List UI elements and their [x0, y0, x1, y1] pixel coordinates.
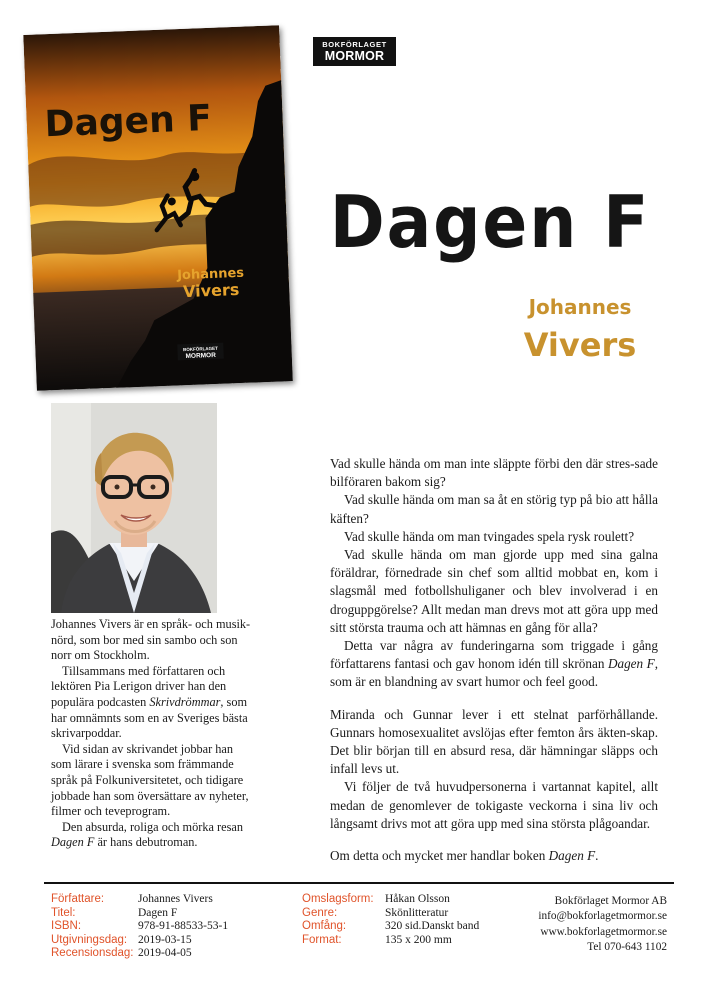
bio-p2-text: Tillsammans med författaren och lektören Pia Lerigon driver han den populära podcasten: [51, 663, 227, 709]
label-author: Författare:: [51, 893, 105, 905]
publisher-phone: Tel 070-643 1102: [587, 940, 667, 953]
desc-paragraph-7: Vi följer de två huvudpersonerna i vartannat kapitel, allt medan de genomlever de tokigaste veckorna i sina liv och långsamt drivs mot att göra upp med sina största plågoandar.: [330, 779, 658, 831]
bio-paragraph-2: [51, 664, 251, 742]
bio-paragraph-1: Johannes Vivers är en språk- och musik-nörd, som bor med sin sambo och son norr om Stockholm.: [51, 617, 251, 663]
value-isbn: 978-91-88533-53-1: [138, 920, 229, 933]
desc-paragraph-4: Vad skulle hända om man gjorde upp med sina galna föräldrar, förnedrade sin chef som alltid mobbat en, kom i slagsmål med fotbollshuliganer och blev involverad i en droguppgörelse? Allt medan man drevs mot att göra upp med sitt största trauma och att hämnas en gång för alla?: [330, 547, 658, 635]
value-format: 135 x 200 mm: [385, 933, 452, 946]
desc-paragraph-2: Vad skulle hända om man sa åt en störig typ på bio att hålla käften?: [330, 492, 658, 526]
label-cover-design: Omslagsform:: [302, 893, 374, 905]
cover-title: Dagen F: [43, 97, 213, 146]
bio-p2-text-end: , som har omnämnts som en av Sveriges bästa skrivarpoddar.: [51, 694, 248, 741]
publisher-contact: [520, 894, 667, 955]
desc-p5-text-end: , som är en blandning av svart humor och feel good.: [330, 656, 658, 690]
desc-p5-text: Detta var några av funderingarna som triggade i gång författarens fantasi och gav honom idén till skrönan: [330, 638, 658, 672]
value-review-date: 2019-04-05: [138, 947, 192, 960]
publisher-email[interactable]: info@bokforlagetmormor.se: [538, 910, 667, 923]
footer-col2-labels: [302, 893, 374, 947]
value-genre: Skönlitteratur: [385, 906, 449, 919]
podcast-name: Skrivdrömmar: [149, 694, 221, 709]
label-title: Titel:: [51, 906, 76, 919]
book-title-inline: Dagen F: [548, 848, 596, 864]
label-extent: Omfång:: [302, 920, 347, 933]
label-genre: Genre:: [302, 906, 338, 919]
desc-p8-text-end: .: [595, 848, 599, 864]
desc-paragraph-5: [330, 637, 658, 692]
value-title: Dagen F: [138, 906, 178, 919]
author-last-name: Vivers: [523, 326, 637, 364]
book-title-inline: Dagen F: [607, 656, 655, 672]
value-cover-design: Håkan Olsson: [385, 893, 450, 905]
bio-p4-text: Den absurda, roliga och mörka resan: [62, 819, 243, 834]
footer-col1-labels: [51, 893, 133, 961]
value-author: Johannes Vivers: [138, 893, 213, 905]
publisher-logo-line1: BOKFÖRLAGET: [322, 40, 387, 49]
cover-logo-line1: BOKFÖRLAGET: [182, 345, 218, 353]
bio-paragraph-4: [51, 820, 251, 851]
desc-paragraph-1: Vad skulle hända om man inte släppte förbi den där stres-sade bilföraren bakom sig?: [330, 456, 658, 490]
footer-col2-values: [385, 893, 479, 947]
publisher-website[interactable]: www.bokforlagetmormor.se: [540, 925, 667, 938]
cover-artwork: [23, 25, 292, 391]
bio-paragraph-3: Vid sidan av skrivandet jobbar han som lärare i svenska som främmande språk på Folkuniversitetet, och tidigare jobbade han som översättare av nyheter, filmer och teveprogram.: [51, 741, 249, 819]
value-release-date: 2019-03-15: [138, 933, 192, 946]
desc-paragraph-8: [330, 847, 658, 865]
desc-paragraph-3: Vad skulle hända om man tvingades spela rysk roulett?: [344, 528, 635, 544]
cover-author-first: Johannes: [176, 265, 245, 284]
footer-divider: [44, 882, 674, 884]
book-description: [330, 455, 658, 865]
book-title-inline: Dagen F: [51, 835, 95, 850]
value-extent: 320 sid.Danskt band: [385, 920, 480, 933]
label-release-date: Utgivningsdag:: [51, 933, 128, 946]
author-first-name: Johannes: [528, 295, 632, 319]
author-bio: [51, 617, 251, 851]
publisher-logo-line2: MORMOR: [324, 48, 385, 63]
label-review-date: Recensionsdag:: [51, 947, 134, 960]
bio-p4-text-end: är hans debutroman.: [94, 835, 198, 850]
cover-logo-line2: MORMOR: [185, 351, 217, 361]
label-isbn: ISBN:: [51, 920, 82, 933]
desc-p8-text: Om detta och mycket mer handlar boken: [330, 848, 549, 864]
desc-paragraph-6: Miranda och Gunnar lever i ett stelnat parförhållande. Gunnars homosexualitet avslöjas efter femton års äkten-skap. Det blir början till en absurd resa, där hämningar släpps och infall levs ut.: [330, 706, 658, 777]
publisher-name: Bokförlaget Mormor AB: [554, 895, 667, 907]
footer-col1-values: [138, 893, 228, 961]
cover-author-last: Vivers: [182, 279, 240, 302]
author-photo: [51, 403, 217, 613]
label-format: Format:: [302, 933, 342, 946]
book-cover: [23, 25, 292, 391]
book-title: Dagen F: [329, 180, 651, 264]
publisher-logo: [313, 37, 396, 66]
